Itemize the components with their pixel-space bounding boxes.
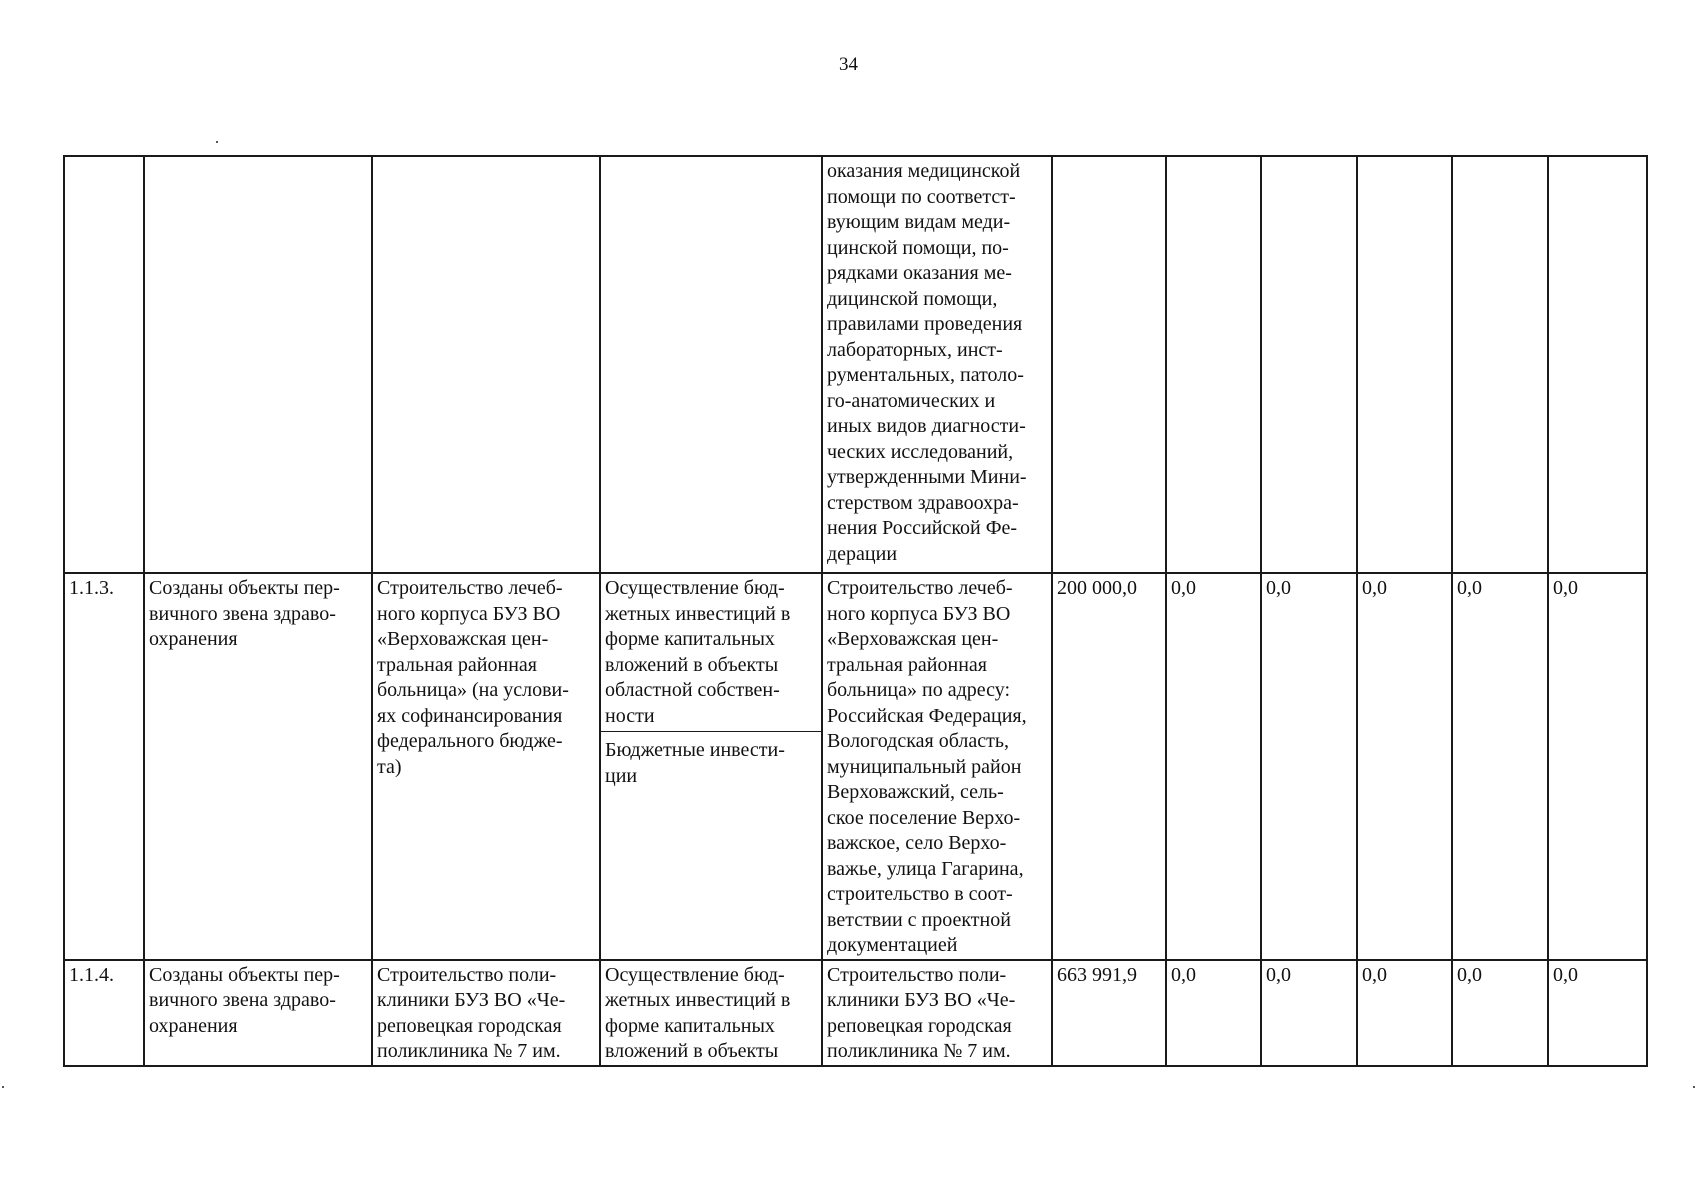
value-total: 200 000,0 xyxy=(1057,577,1137,599)
cell-value xyxy=(1357,960,1452,1066)
cell-type xyxy=(600,960,822,1066)
table-row xyxy=(64,156,1647,573)
cell-number xyxy=(64,156,144,573)
event-text: Строительство поли- клиники БУЗ ВО «Че- реповецкая городская поликлиника № 7 им. xyxy=(377,963,566,1062)
cell-value xyxy=(1166,960,1261,1066)
table-row xyxy=(64,573,1647,960)
cell-value xyxy=(1052,156,1166,573)
result-text: оказания медицинской помощи по соответст- вующим видам меди- цинской помощи, по- рядками оказания ме- дицинской помощи, правилами проведения лабораторных, инст- рументальных, патоло- го-анатомических и иных видов диагности- ческих исследований, утвержденными Мини- стерством здравоохра- нения Российской Фе- дерации xyxy=(827,160,1027,565)
cell-value xyxy=(1452,156,1548,573)
cell-task xyxy=(144,960,372,1066)
cell-value xyxy=(1357,573,1452,960)
result-text: Строительство поли- клиники БУЗ ВО «Че- реповецкая городская поликлиника № 7 им. xyxy=(827,963,1016,1062)
cell-number xyxy=(64,573,144,960)
cell-value xyxy=(1452,573,1548,960)
cell-value xyxy=(1548,960,1647,1066)
event-text: Строительство лечеб- ного корпуса БУЗ ВО «Верховажская цен- тральная районная больница» (на услови- ях софинансирования федерального бюдже- та) xyxy=(377,577,569,778)
value-total: 663 991,9 xyxy=(1057,963,1137,986)
task-text: Созданы объекты пер- вичного звена здраво- охранения xyxy=(149,963,340,1037)
table-row xyxy=(64,960,1647,1066)
value: 0,0 xyxy=(1457,577,1482,599)
cell-value xyxy=(1261,156,1357,573)
cell-value xyxy=(1052,573,1166,960)
value: 0,0 xyxy=(1553,963,1578,986)
type-secondary-text: Бюджетные инвести- ции xyxy=(601,731,821,789)
cell-type xyxy=(600,156,822,573)
value: 0,0 xyxy=(1457,963,1482,986)
cell-value xyxy=(1548,573,1647,960)
cell-value xyxy=(1166,573,1261,960)
cell-value xyxy=(1052,960,1166,1066)
value: 0,0 xyxy=(1362,577,1387,599)
cell-event xyxy=(372,960,600,1066)
scan-mark xyxy=(1693,1086,1695,1088)
cell-value xyxy=(1261,960,1357,1066)
cell-type xyxy=(600,573,822,960)
cell-result xyxy=(822,573,1052,960)
task-text: Созданы объекты пер- вичного звена здраво- охранения xyxy=(149,577,340,650)
cell-result xyxy=(822,960,1052,1066)
result-text: Строительство лечеб- ного корпуса БУЗ ВО «Верховажская цен- тральная районная больница» по адресу: Российская Федерация, Вологодская область, муниципальный район Верховажский, сель- ское поселение Верхо- важское, село Верхо- важье, улица Гагарина, строительство в соот- ветствии с проектной документацией xyxy=(827,577,1027,956)
value: 0,0 xyxy=(1266,577,1291,599)
cell-value xyxy=(1166,156,1261,573)
page-number: 34 xyxy=(839,54,858,75)
cell-value xyxy=(1261,573,1357,960)
cell-task xyxy=(144,573,372,960)
cell-event xyxy=(372,156,600,573)
type-primary-text: Осуществление бюд- жетных инвестиций в форме капитальных вложений в объекты xyxy=(605,963,791,1062)
cell-value xyxy=(1357,156,1452,573)
document-table xyxy=(63,155,1648,1067)
value: 0,0 xyxy=(1266,963,1291,986)
scan-mark xyxy=(2,1086,4,1088)
cell-event xyxy=(372,573,600,960)
row-number: 1.1.4. xyxy=(69,963,114,986)
cell-value xyxy=(1452,960,1548,1066)
cell-number xyxy=(64,960,144,1066)
scan-mark xyxy=(216,141,218,143)
value: 0,0 xyxy=(1553,577,1578,599)
value: 0,0 xyxy=(1171,577,1196,599)
cell-value xyxy=(1548,156,1647,573)
cell-result xyxy=(822,156,1052,573)
value: 0,0 xyxy=(1171,963,1196,986)
type-primary-text: Осуществление бюд- жетных инвестиций в форме капитальных вложений в объекты областной собствен- ности xyxy=(605,577,791,727)
value: 0,0 xyxy=(1362,963,1387,986)
cell-task xyxy=(144,156,372,573)
row-number: 1.1.3. xyxy=(69,577,114,599)
